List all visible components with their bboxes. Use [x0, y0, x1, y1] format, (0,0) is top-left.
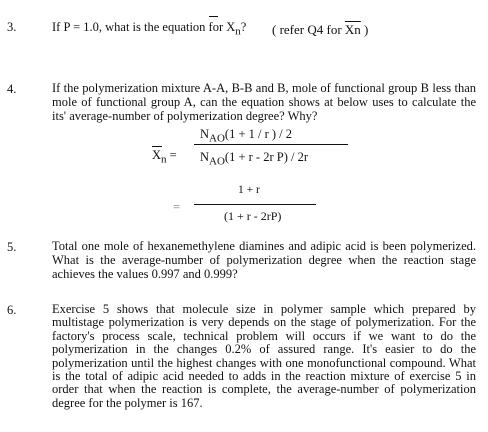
eq1-num-sub: AO — [209, 132, 225, 145]
question-3-number: 3. — [7, 20, 17, 34]
equation-2-equals: = — [173, 200, 181, 214]
lhs-x: X — [152, 148, 162, 162]
equation-1-numerator — [200, 127, 292, 145]
note-suffix: ) — [360, 22, 369, 37]
note-prefix: ( refer Q4 for — [272, 22, 345, 37]
lhs-sub: n — [161, 153, 167, 166]
question-3 — [0, 20, 488, 40]
eq1-den-sub: AO — [209, 155, 225, 168]
question-4-number: 4. — [7, 82, 17, 96]
eq1-num-n: N — [200, 127, 210, 141]
eq1-den-n: N — [200, 150, 210, 164]
question-3-text-after: ? — [240, 20, 247, 34]
question-3-note — [272, 22, 368, 38]
lhs-equals: = — [166, 148, 177, 162]
question-6-number: 6. — [7, 303, 17, 317]
lhs-bar — [152, 146, 162, 147]
eq1-den-rest: (1 + r - 2r P) / 2r — [224, 150, 308, 164]
question-3-text — [52, 20, 246, 38]
note-symbol: $\overline{Xn}$ — [344, 22, 361, 37]
question-5-text: Total one mole of hexanemethylene diamines and adipic acid is been polymerized. What is the average-number of polymerization degree when the reaction stage achieves the values 0.997 and 0.999? — [52, 239, 476, 281]
question-3-subscript: n — [235, 25, 241, 38]
equation-2-fraction-line — [194, 204, 316, 205]
question-5-number: 5. — [7, 240, 17, 254]
question-6-text: Exercise 5 shows that molecule size in polymer sample which prepared by multistage polymerization is very depends on the stage of polymerization. For the factory's process scale, technical problem will occurs if we want to do the polymerization in the changes 0.2% of assured range. It's easier to do the polymerization until the highest changes with one monofunctional compound. What is the total of adipic acid needed to adds in the reaction mixture of exercise 5 in order that when the reaction is complete, the average-number of polymerization degree for the polymer is 167. — [52, 302, 476, 410]
equation-lhs — [152, 148, 177, 166]
eq1-num-rest: (1 + 1 / r ) / 2 — [224, 127, 293, 141]
question-4-text: If the polymerization mixture A-A, B-B and B, mole of functional group B less than mole of functional group A, can the equation shows at below uses to calculate the its' average-number of polymerization degree? Why? — [52, 81, 476, 123]
equation-2-numerator: 1 + r — [238, 184, 260, 196]
question-6 — [0, 303, 488, 428]
xn-bar — [209, 16, 218, 17]
question-3-text-before: If P = 1.0, what is the equation for X — [52, 20, 236, 34]
question-4 — [0, 82, 488, 232]
question-5 — [0, 240, 488, 290]
equation-1-fraction-line — [194, 144, 348, 145]
equation-1-denominator — [200, 150, 308, 168]
equation-2-denominator: (1 + r - 2rP) — [224, 209, 282, 223]
